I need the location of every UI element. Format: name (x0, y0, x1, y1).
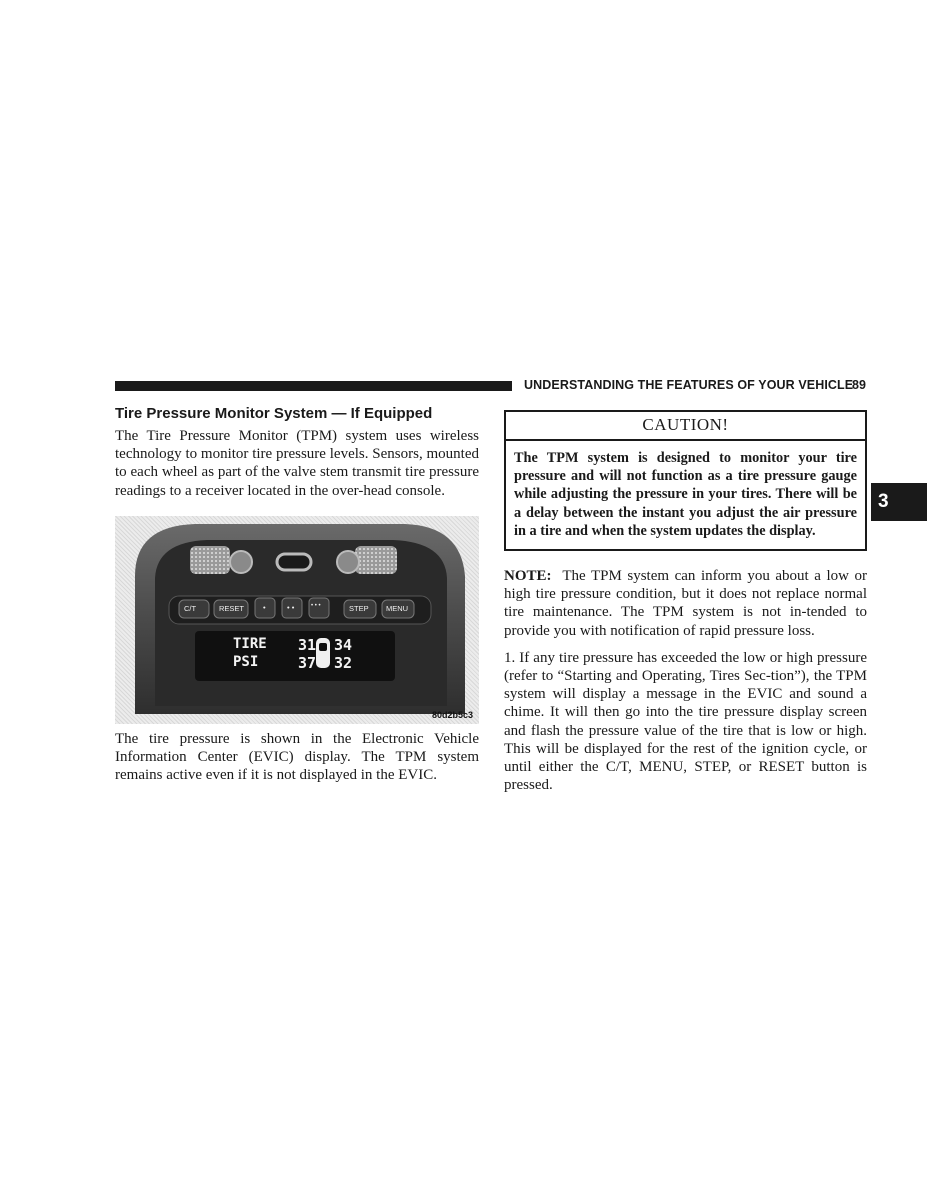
right-speaker-grille-icon (355, 546, 397, 574)
rear-right-pressure: 32 (334, 653, 353, 672)
display-tire-label: TIRE (233, 635, 267, 652)
list-item-1: 1. If any tire pressure has exceeded the low or high pressure (refer to “Starting and Operating, Tires Sec-tion”), the TPM system will display a message in the EVIC and sound a chime. It will then go into the tire pressure display screen and flash the pressure value of the tire that is low or high. This will be displayed for the rest of the ignition cycle, or until either the C/T, MENU, STEP, or RESET button is pressed. (504, 649, 867, 794)
right-lamp-icon (337, 551, 359, 573)
front-left-pressure: 31 (298, 635, 317, 654)
door-1-button-label: • (263, 602, 266, 612)
left-column (115, 404, 479, 784)
step-button-label: STEP (349, 603, 369, 613)
evic-display (195, 631, 395, 681)
note-label: NOTE: (504, 568, 552, 585)
vehicle-window-icon (319, 643, 327, 651)
chapter-tab (871, 483, 927, 521)
door-2-button-label: • • (287, 602, 295, 612)
left-speaker-grille-icon (190, 546, 230, 574)
rear-left-pressure: 37 (298, 653, 317, 672)
caution-box (504, 410, 867, 551)
figure-code: 80d2b5c3 (431, 709, 473, 720)
menu-button-label: MENU (386, 603, 409, 613)
evic-paragraph: The tire pressure is shown in the Electronic Vehicle Information Center (EVIC) display. The TPM system remains active even if it is not displayed in the EVIC. (115, 730, 479, 784)
display-psi-label: PSI (233, 653, 259, 670)
front-right-pressure: 34 (334, 635, 353, 654)
overhead-console-figure (115, 516, 479, 724)
caution-text: The TPM system is designed to monitor your tire pressure and will not function as a tire pressure gauge while adjusting the pressure in your tires. There will be a delay between the instant you adjust the air pressure in a tire and when the system updates the display. (514, 450, 857, 539)
header-rule (115, 381, 512, 391)
left-lamp-icon (230, 551, 252, 573)
vehicle-icon (316, 638, 330, 668)
reset-button-label: RESET (219, 603, 245, 613)
right-column (504, 410, 867, 794)
running-header: UNDERSTANDING THE FEATURES OF YOUR VEHICLE (524, 378, 854, 392)
note-text: The TPM system can inform you about a low or high tire pressure condition, but it does not replace normal tire maintenance. The TPM system is not in-tended to provide you with notification of rapid pressure loss. (504, 568, 867, 639)
overhead-console-illustration (115, 516, 479, 724)
center-switch-icon (277, 554, 311, 570)
page-number: 89 (852, 378, 866, 392)
door-3-button-label: • • • (311, 602, 321, 609)
caution-title: CAUTION! (506, 412, 865, 441)
chapter-number: 3 (878, 491, 889, 512)
note-paragraph (504, 567, 867, 640)
intro-paragraph: The Tire Pressure Monitor (TPM) system uses wireless technology to monitor tire pressure levels. Sensors, mounted to each wheel as part of the valve stem transmit tire pressure readings to a receiver located in the over-head console. (115, 428, 479, 499)
ct-button-label: C/T (184, 603, 197, 613)
section-heading: Tire Pressure Monitor System — If Equipped (115, 405, 433, 422)
